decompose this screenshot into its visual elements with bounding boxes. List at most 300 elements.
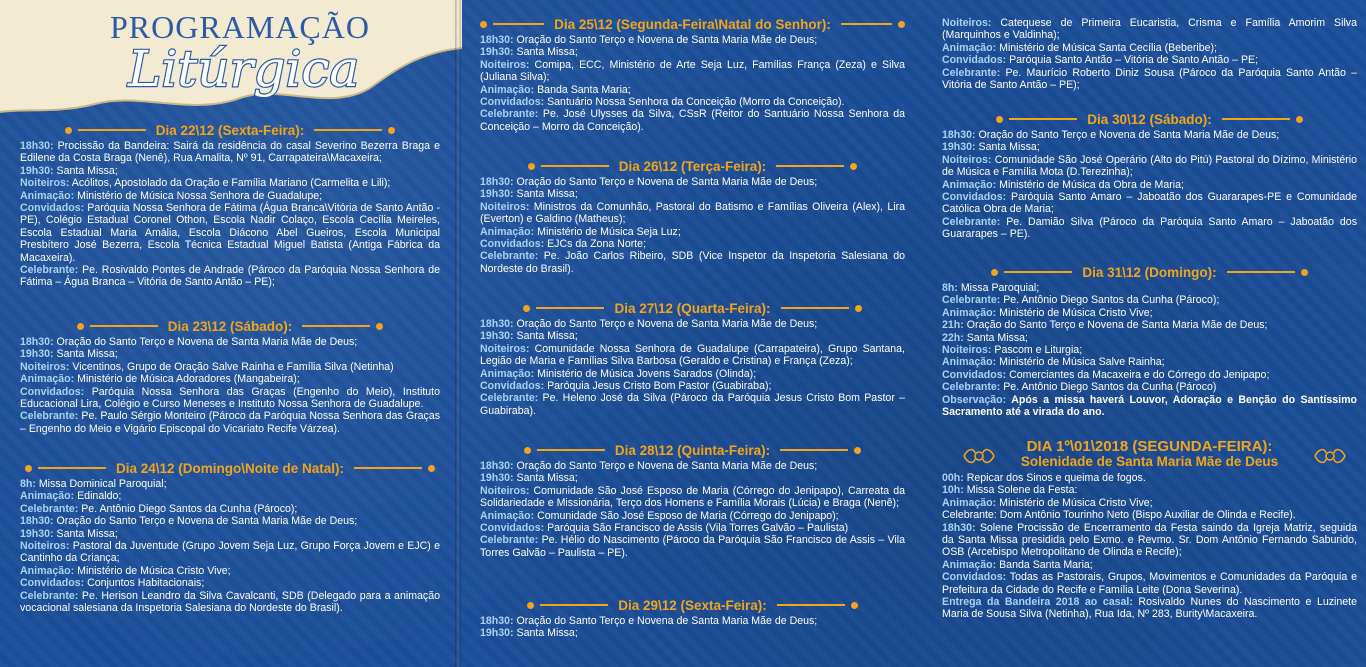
day-25 — [480, 16, 905, 133]
entry-text — [480, 176, 905, 188]
entry-value: Santa Missa; — [963, 331, 1028, 344]
entry-text — [20, 361, 440, 373]
entry-text — [20, 202, 440, 264]
entry-label: Noiteiros: — [942, 17, 992, 29]
day-header — [942, 264, 1357, 280]
entry-text — [480, 522, 905, 534]
column-1 — [20, 0, 440, 667]
entry-label: Convidados: — [20, 577, 85, 590]
entry-value: Oração do Santo Terço e Novena de Santa Maria Mãe de Deus; — [513, 460, 818, 472]
special-day-title: DIA 1º\01\2018 (SEGUNDA-FEIRA): — [1026, 438, 1273, 455]
day-29-continued — [942, 17, 1357, 91]
entry-value: Oração do Santo Terço e Novena de Santa Maria Mãe de Deus; — [513, 176, 818, 188]
entry-text — [20, 177, 440, 189]
entry-value: Pe. Rosivaldo Pontes de Andrade (Pároco da Paróquia Nossa Senhora de Fátima – Água Branca – Vitória de Santo Antão – PE); — [20, 264, 440, 289]
ornament-line — [781, 307, 849, 309]
entry-label: 19h30: — [480, 330, 514, 343]
entry-text — [20, 478, 440, 490]
entry-label: 19h30: — [20, 164, 54, 177]
day-24 — [20, 460, 440, 614]
ornament-dot — [428, 465, 435, 472]
entry-value: Todas as Pastorais, Grupos, Movimentos e Comunidades da Paróquia e Prefeitura da Cidade do Recife e Família Leite (Dona Severina). — [942, 571, 1357, 596]
entry-text — [942, 596, 1357, 621]
entry-text — [480, 485, 905, 510]
special-day-subtitle: Solenidade de Santa Maria Mãe de Deus — [1020, 454, 1279, 469]
entry-value: Santa Missa; — [975, 141, 1040, 154]
entry-text — [942, 141, 1357, 153]
entry-text — [942, 154, 1357, 179]
entry-text — [20, 540, 440, 565]
ornament-dot — [480, 21, 487, 28]
entry-label: Noiteiros: — [942, 344, 992, 357]
entry-label: 18h30: — [480, 318, 514, 330]
entry-text — [20, 528, 440, 540]
entry-label: 19h30: — [480, 46, 514, 59]
entry-text — [480, 201, 905, 226]
ornament-dot — [388, 127, 395, 134]
entry-label: 19h30: — [20, 527, 54, 540]
day-title: Dia 25\12 (Segunda-Feira\Natal do Senhor): — [554, 16, 831, 32]
entry-value: Pascom e Liturgia; — [991, 344, 1083, 357]
title-line1: PROGRAMAÇÃO — [110, 9, 370, 45]
entry-label: 19h30: — [480, 188, 514, 201]
ornament-dot — [524, 447, 531, 454]
entry-value: Oração do Santo Terço e Novena de Santa Maria Mãe de Deus; — [963, 319, 1268, 332]
entry-text — [20, 140, 440, 165]
ornament-dot — [1301, 269, 1308, 276]
entry-label: Convidados: — [20, 385, 85, 398]
ornament-line — [841, 23, 892, 25]
ornament-dot — [854, 447, 861, 454]
entry-value: Comunidade Nossa Senhora de Guadalupe (Carrapateira), Grupo Santana, Legião de Maria e Famílias Silva Barbosa (Geraldo e Cristina) e França (Zeza); — [480, 342, 905, 368]
entry-label: Celebrante: — [942, 215, 1001, 228]
entry-value: Paróquia São Francisco de Assis (Vila Torres Galvão – Paulista) — [544, 522, 849, 535]
entry-label: Animação: — [20, 373, 75, 386]
entry-label: 19h30: — [480, 627, 514, 640]
entry-label: Convidados: — [480, 96, 545, 109]
entry-text — [480, 188, 905, 200]
ornament-line — [302, 325, 370, 327]
entry-value: Ministério de Música Santa Cecília (Beberibe); — [996, 41, 1217, 54]
ornament-dot — [65, 127, 72, 134]
entry-label: 22h: — [942, 331, 964, 344]
entry-label: Convidados: — [480, 238, 545, 251]
entry-value: Oração do Santo Terço e Novena de Santa Maria Mãe de Deus; — [975, 129, 1280, 141]
entry-label: Animação: — [480, 83, 535, 96]
ornament-dot — [996, 116, 1003, 123]
entry-text — [942, 17, 1357, 42]
entry-label: Animação: — [942, 496, 997, 509]
entry-label: Celebrante: — [480, 108, 539, 121]
ornament-dot — [898, 21, 905, 28]
entry-text — [480, 84, 905, 96]
entry-text — [942, 559, 1357, 571]
entry-label: 8h: — [20, 478, 36, 490]
entry-value: Procissão da Bandeira: Sairá da residência do casal Severino Bezerra Braga e Edilene da Costa Braga (Nenê), Rua Amalita, Nº 91, Carrapateira\Macaxeira; — [20, 140, 440, 165]
entry-text — [480, 392, 905, 417]
entry-value: Ministério de Música da Obra de Maria; — [996, 178, 1184, 191]
entry-text — [20, 577, 440, 589]
entry-text — [942, 307, 1357, 319]
ornament-line — [780, 449, 848, 451]
day-title: Dia 31\12 (Domingo): — [1082, 264, 1217, 280]
ornament-line — [78, 129, 146, 131]
entry-text — [480, 615, 905, 627]
flourish-left-icon — [962, 445, 996, 467]
day-header — [480, 597, 905, 613]
day-26 — [480, 158, 905, 275]
column-2 — [480, 0, 905, 667]
entry-value: Ministério de Música Adoradores (Mangabeira); — [74, 373, 300, 386]
entry-value: Vicentinos, Grupo de Oração Salve Rainha e Família Silva (Netinha) — [69, 360, 394, 373]
ornament-line — [540, 604, 608, 606]
entry-text — [480, 343, 905, 368]
entry-value: Acólitos, Apostolado da Oração e Família Mariano (Carmelita e Lili); — [69, 177, 391, 190]
entry-text — [20, 165, 440, 177]
entry-value: Ministério de Música Salve Rainha; — [996, 356, 1165, 369]
entry-value: Comipa, ECC, Ministério de Arte Seja Luz, Famílias França (Zeza) e Silva (Juliana Silva); — [480, 58, 905, 84]
entry-text — [20, 565, 440, 577]
entry-value: Catequese de Primeira Eucaristia, Crisma e Família Amorim Silva (Marquinhos e Valdinha); — [942, 17, 1357, 42]
day-30 — [942, 111, 1357, 241]
entry-label: 00h: — [942, 472, 964, 484]
entry-label: Noiteiros: — [20, 177, 70, 190]
entry-text — [942, 344, 1357, 356]
ornament-dot — [25, 465, 32, 472]
entry-label: Convidados: — [20, 202, 85, 215]
entry-label: Entrega da Bandeira 2018 ao casal: — [942, 596, 1133, 609]
entry-text — [942, 472, 1357, 484]
day-1-january — [942, 439, 1357, 621]
day-header — [480, 158, 905, 174]
entry-text — [480, 368, 905, 380]
entry-label: 18h30: — [942, 129, 976, 141]
flourish-right-icon — [1313, 445, 1347, 467]
day-29 — [480, 597, 905, 640]
entry-value: Ministério de Música Jovens Sarados (Olinda); — [534, 367, 757, 380]
entry-value: Ministério de Música Cristo Vive; — [996, 306, 1153, 319]
entry-text — [480, 96, 905, 108]
entry-text — [20, 515, 440, 527]
entry-value: Pe. José Ulysses da Silva, CSsR (Reitor do Santuário Nossa Senhora da Conceição – Morro da Conceição). — [480, 108, 905, 133]
entry-text — [480, 627, 905, 639]
day-header — [480, 300, 905, 316]
day-title: Dia 28\12 (Quinta-Feira): — [614, 442, 771, 458]
entry-label: Convidados: — [480, 522, 545, 535]
entry-label: Animação: — [480, 367, 535, 380]
day-header — [480, 442, 905, 458]
entry-text — [480, 460, 905, 472]
entry-text — [480, 226, 905, 238]
entry-label: Animação: — [942, 306, 997, 319]
entry-label: Animação: — [20, 189, 75, 202]
entry-label: 19h30: — [480, 472, 514, 485]
entry-label: 18h30: — [480, 34, 514, 46]
entry-text — [480, 534, 905, 559]
entry-label: Convidados: — [942, 191, 1007, 204]
entry-label: 18h30: — [942, 521, 976, 534]
ornament-line — [776, 165, 844, 167]
entry-value: Paróquia Santo Antão – Vitória de Santo Antão – PE; — [1006, 54, 1259, 67]
entry-label: Noiteiros: — [480, 200, 530, 213]
entry-text — [942, 484, 1357, 496]
entry-label: Noiteiros: — [942, 153, 992, 166]
entry-value: Paróquia Santo Amaro – Jaboatão dos Guararapes-PE e Comunidade Católica Obra de Maria; — [942, 191, 1357, 216]
entry-text — [480, 46, 905, 58]
entry-value: Pe. Antônio Diego Santos da Cunha (Pároco); — [78, 502, 298, 515]
day-22 — [20, 122, 440, 289]
entry-value: Oração do Santo Terço e Novena de Santa Maria Mãe de Deus; — [513, 615, 818, 627]
entry-value: Santa Missa; — [53, 527, 118, 540]
day-title: Dia 22\12 (Sexta-Feira): — [155, 122, 305, 138]
entry-value: Edinaldo; — [74, 490, 122, 503]
ornament-dot — [523, 305, 530, 312]
entry-label: 10h: — [942, 484, 964, 497]
entry-text — [942, 381, 1357, 393]
ornament-line — [1222, 118, 1290, 120]
entry-text — [480, 510, 905, 522]
entry-label: Noiteiros: — [480, 58, 530, 71]
entry-value: Ministros da Comunhão, Pastoral do Batismo e Famílias Oliveira (Alex), Lira (Everton) e Galdino (Matheus); — [480, 200, 905, 226]
entry-value: Santa Missa; — [513, 46, 578, 59]
ornament-line — [541, 165, 609, 167]
entry-text — [20, 590, 440, 615]
entry-label: 18h30: — [480, 615, 514, 627]
entry-value: Ministério de Música Cristo Vive; — [74, 564, 231, 577]
ornament-line — [536, 307, 604, 309]
entry-value: Banda Santa Maria; — [996, 558, 1093, 571]
entry-text — [20, 373, 440, 385]
entry-label: Noiteiros: — [20, 360, 70, 373]
special-day-header — [942, 439, 1357, 469]
ornament-dot — [527, 602, 534, 609]
ornament-line — [1009, 118, 1077, 120]
entry-label: Noiteiros: — [20, 540, 70, 553]
entry-text — [480, 330, 905, 342]
entry-label: Celebrante: — [20, 502, 79, 515]
entry-label: Animação: — [20, 490, 75, 503]
entry-value: Comunidade São José Esposo de Maria (Córrego do Jenipapo); — [534, 509, 839, 522]
day-title: Dia 26\12 (Terça-Feira): — [618, 158, 767, 174]
ornament-line — [314, 129, 382, 131]
entry-value: Conjuntos Habitacionais; — [84, 577, 205, 590]
day-header — [20, 460, 440, 476]
entry-value: Oração do Santo Terço e Novena de Santa Maria Mãe de Deus; — [513, 34, 818, 46]
day-title: Dia 29\12 (Sexta-Feira): — [618, 597, 767, 613]
entry-label: Celebrante: — [942, 66, 1001, 79]
day-23 — [20, 318, 440, 435]
ornament-dot — [528, 163, 535, 170]
entry-label: 21h: — [942, 319, 964, 332]
ornament-dot — [1296, 116, 1303, 123]
ornament-line — [777, 604, 845, 606]
entry-label: Celebrante: — [480, 392, 539, 405]
entry-text — [480, 238, 905, 250]
entry-text — [942, 319, 1357, 331]
entry-label: 19h30: — [20, 348, 54, 361]
entry-text — [942, 42, 1357, 54]
entry-label: 18h30: — [20, 140, 54, 152]
entry-text — [20, 410, 440, 435]
day-title: Dia 24\12 (Domingo\Noite de Natal): — [115, 460, 345, 476]
entry-text — [480, 472, 905, 484]
entry-value: Oração do Santo Terço e Novena de Santa Maria Mãe de Deus; — [53, 515, 358, 528]
entry-value: Pe. Heleno José da Silva (Pároco da Paróquia Jesus Cristo Bom Pastor – Guabiraba). — [480, 392, 905, 417]
entry-label: Convidados: — [942, 571, 1007, 584]
entry-value: Comunidade São José Esposo de Maria (Córrego do Jenipapo), Carreata da Solidariedade e Missionária, Terço dos Homens e Família Morais (Lúcia) e Braga (Nenê); — [480, 484, 905, 510]
entry-label: Convidados: — [942, 54, 1007, 67]
entry-label: 18h30: — [20, 336, 54, 348]
entry-text — [480, 380, 905, 392]
entry-label: 18h30: — [480, 176, 514, 188]
entry-value: Repicar dos Sinos e queima de fogos. — [963, 472, 1146, 484]
entry-value: Banda Santa Maria; — [534, 83, 631, 96]
column-3 — [942, 0, 1357, 667]
entry-value: Paróquia Nossa Senhora das Graças (Engenho do Meio), Instituto Educacional Lira, Colégio e Curso Meneses e Instituto Nossa Senhora de Guadalupe. — [20, 385, 440, 411]
entry-value: Pastoral da Juventude (Grupo Jovem Seja Luz, Grupo Força Jovem e EJC) e Cantinho da Criança; — [20, 540, 440, 565]
entry-text — [942, 179, 1357, 191]
entry-text — [942, 497, 1357, 509]
entry-label: Convidados: — [480, 380, 545, 393]
ornament-dot — [376, 323, 383, 330]
entry-value: Pe. Herison Leandro da Silva Cavalcanti, SDB (Delegado para a animação vocacional salesiana da Inspetoria Salesiana do Nordeste do Brasil). — [20, 589, 440, 615]
entry-text — [942, 216, 1357, 241]
entry-label: Animação: — [20, 564, 75, 577]
entry-text — [20, 336, 440, 348]
entry-label: Noiteiros: — [480, 484, 530, 497]
entry-text — [480, 318, 905, 330]
entry-text — [942, 356, 1357, 368]
ornament-dot — [77, 323, 84, 330]
entry-text — [942, 54, 1357, 66]
entry-text — [942, 282, 1357, 294]
entry-value: Comerciantes da Macaxeira e do Córrego do Jenipapo; — [1006, 368, 1270, 381]
entry-text — [942, 129, 1357, 141]
entry-label: Animação: — [942, 558, 997, 571]
entry-value: Pe. Damião Silva (Pároco da Paróquia Santo Amaro – Jaboatão dos Guararapes – PE). — [942, 215, 1357, 241]
entry-label: Celebrante: — [20, 589, 79, 602]
entry-value: Ministério de Música Seja Luz; — [534, 225, 681, 238]
entry-label: Celebrante: — [20, 410, 79, 423]
entry-value: Santa Missa; — [513, 330, 578, 343]
entry-text — [480, 108, 905, 133]
entry-text — [942, 522, 1357, 559]
entry-value: Paróquia Nossa Senhora de Fátima (Água Branca\Vitória de Santo Antão - PE), Colégio Estadual Coronel Othon, Escola Nadir Colaço, Escola Cecília Meireles, Escola Estadual Maria Amália, Escola Diácono Abel Gueiros, Escola Municipal Presbítero José Bezerra, Escola Técnica Estadual Miguel Batista (Antiga Fábrica da Macaxeira). — [20, 202, 440, 264]
entry-value: Solene Procissão de Encerramento da Festa saindo da Igreja Matriz, seguida da Santa Missa presidida pelo Exmo. e Revmo. Sr. Dom Antônio Fernando Saburido, OSB (Arcebispo Metropolitano de Olinda e Recife); — [942, 521, 1357, 559]
entry-text — [480, 59, 905, 84]
entry-label: Animação: — [480, 225, 535, 238]
entry-label: Animação: — [942, 178, 997, 191]
ornament-line — [1227, 271, 1295, 273]
day-27 — [480, 300, 905, 417]
ornament-dot — [851, 602, 858, 609]
entry-text — [20, 490, 440, 502]
day-title: Dia 30\12 (Sábado): — [1087, 111, 1212, 127]
entry-label: Celebrante: — [480, 534, 539, 547]
entry-text — [942, 394, 1357, 419]
entry-value: Santa Missa; — [53, 348, 118, 361]
entry-text — [20, 190, 440, 202]
ornament-line — [537, 449, 605, 451]
entry-label: Celebrante: — [20, 264, 79, 277]
entry-text — [942, 294, 1357, 306]
day-28 — [480, 442, 905, 559]
day-31 — [942, 264, 1357, 418]
entry-value: Santuário Nossa Senhora da Conceição (Morro da Conceição). — [544, 96, 845, 109]
entry-value: Missa Dominical Paroquial; — [35, 478, 167, 490]
entry-value: Santa Missa; — [513, 472, 578, 485]
entry-text — [942, 191, 1357, 216]
ornament-line — [354, 467, 422, 469]
entry-value: Pe. João Carlos Ribeiro, SDB (Vice Inspetor da Inspetoria Salesiana do Nordeste do Brasil). — [480, 250, 905, 275]
entry-value: Oração do Santo Terço e Novena de Santa Maria Mãe de Deus; — [513, 318, 818, 330]
ornament-dot — [850, 163, 857, 170]
entry-label: Animação: — [942, 41, 997, 54]
entry-label: 8h: — [942, 282, 958, 294]
entry-value: Pe. Antônio Diego Santos da Cunha (Pároco) — [1000, 381, 1217, 394]
entry-value: Comunidade São José Operário (Alto do Pitú) Pastoral do Dízimo, Ministério de Música e Família Mota (D.Terezinha); — [942, 153, 1357, 179]
entry-text — [20, 264, 440, 289]
day-header — [20, 318, 440, 334]
entry-value: Santa Missa; — [513, 188, 578, 201]
entry-label: Animação: — [942, 356, 997, 369]
entry-value: Oração do Santo Terço e Novena de Santa Maria Mãe de Deus; — [53, 336, 358, 348]
entry-text — [20, 348, 440, 360]
entry-value: Pe. Maurício Roberto Diniz Sousa (Pároco da Paróquia Santo Antão – Vitória de Santo Antão – PE); — [942, 66, 1357, 92]
entry-text — [942, 571, 1357, 596]
day-header — [942, 111, 1357, 127]
entry-value: Pe. Antônio Diego Santos da Cunha (Pároco); — [1000, 294, 1220, 307]
day-header — [480, 16, 905, 32]
entry-value: Celebrante: Dom Antônio Tourinho Neto (Bispo Auxiliar de Olinda e Recife). — [942, 509, 1296, 522]
entry-value: Missa Solene da Festa: — [963, 484, 1078, 497]
entry-label: 18h30: — [20, 515, 54, 528]
entry-label: 19h30: — [942, 141, 976, 154]
entry-label: 18h30: — [480, 460, 514, 472]
entry-value: Paróquia Jesus Cristo Bom Pastor (Guabiraba); — [544, 380, 772, 393]
entry-value: Santa Missa; — [53, 164, 118, 177]
page-fold — [455, 0, 461, 667]
entry-text — [20, 386, 440, 411]
entry-value: Ministério de Música Cristo Vive; — [996, 496, 1153, 509]
entry-value: Missa Paroquial; — [957, 282, 1040, 294]
ornament-dot — [855, 305, 862, 312]
day-title: Dia 23\12 (Sábado): — [167, 318, 293, 334]
entry-value: Após a missa haverá Louvor, Adoração e Benção do Santíssimo Sacramento até a virada do ano. — [942, 393, 1357, 419]
entry-label: Celebrante: — [942, 294, 1001, 307]
day-header — [20, 122, 440, 138]
ornament-line — [38, 467, 106, 469]
entry-text — [942, 509, 1357, 521]
entry-value: Pe. Paulo Sérgio Monteiro (Pároco da Paróquia Nossa Senhora das Graças – Engenho do Meio e Vigário Episcopal do Vicariato Recife Várzea). — [20, 410, 440, 435]
day-title: Dia 27\12 (Quarta-Feira): — [614, 300, 771, 316]
entry-text — [942, 67, 1357, 92]
ornament-dot — [991, 269, 998, 276]
entry-label: Celebrante: — [942, 381, 1001, 394]
entry-label: Animação: — [480, 509, 535, 522]
ornament-line — [1004, 271, 1072, 273]
entry-label: Observação: — [942, 393, 1007, 406]
ornament-line — [493, 23, 544, 25]
ornament-line — [90, 325, 158, 327]
entry-label: Convidados: — [942, 368, 1007, 381]
entry-text — [942, 332, 1357, 344]
entry-label: Celebrante: — [480, 250, 539, 263]
entry-text — [480, 34, 905, 46]
entry-value: Santa Missa; — [513, 627, 578, 640]
entry-text — [20, 503, 440, 515]
entry-value: Rosivaldo Nunes do Nascimento e Luzinete Maria de Sousa Silva (Netinha), Rua Ida, Nº 283, Burity\Macaxeira. — [942, 596, 1357, 621]
